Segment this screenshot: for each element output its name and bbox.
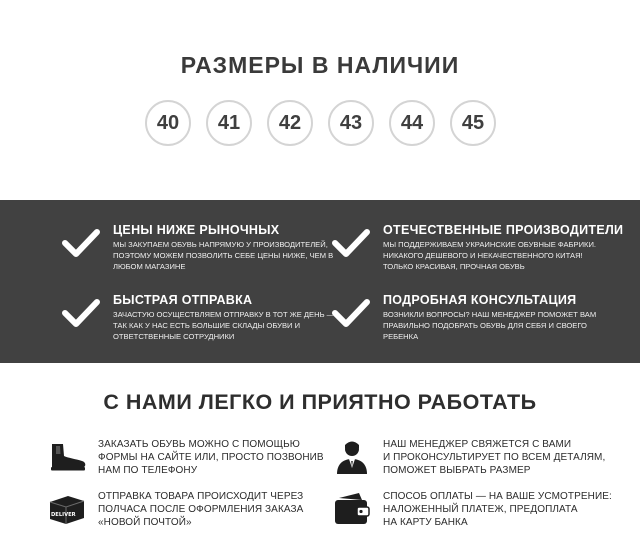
info-manager [383, 438, 613, 477]
feature-fast-shipping [113, 293, 363, 342]
feature-consultation [383, 293, 633, 342]
delivery-box-label: DELIVER [51, 512, 76, 518]
wallet-icon [331, 492, 373, 526]
size-option-42[interactable]: 42 [267, 100, 313, 146]
checkmark-icon [331, 297, 371, 329]
feature-description: МЫ ПОДДЕРЖИВАЕМ УКРАИНСКИЕ ОБУВНЫЕ ФАБРИКИ. НИКАКОГО ДЕШЕВОГО И НЕКАЧЕСТВЕННОГО КИТАЯ! ТОЛЬКО КРАСИВАЯ, ПРОЧНАЯ ОБУВЬ [383, 240, 597, 271]
info-order [98, 438, 328, 477]
checkmark-icon [331, 227, 371, 259]
feature-description: МЫ ЗАКУПАЕМ ОБУВЬ НАПРЯМУЮ У ПРОИЗВОДИТЕЛЕЙ, ПОЭТОМУ МОЖЕМ ПОЗВОЛИТЬ СЕБЕ ЦЕНЫ НИЖЕ, ЧЕМ В ЛЮБОМ МАГАЗИНЕ [113, 240, 334, 271]
feature-title: БЫСТРАЯ ОТПРАВКА [113, 293, 253, 307]
info-text: СПОСОБ ОПЛАТЫ — НА ВАШЕ УСМОТРЕНИЕ: НАЛОЖЕННЫЙ ПЛАТЕЖ, ПРЕДОПЛАТА НА КАРТУ БАНКА [383, 491, 612, 528]
info-payment [383, 490, 613, 529]
boot-icon [46, 440, 88, 474]
feature-low-prices [113, 223, 363, 272]
sizes-list [145, 100, 496, 146]
feature-description: ЗАЧАСТУЮ ОСУЩЕСТВЛЯЕМ ОТПРАВКУ В ТОТ ЖЕ ДЕНЬ — ТАК КАК У НАС ЕСТЬ БОЛЬШИЕ СКЛАДЫ ОБУВИ И ОТВЕТСТВЕННЫЕ СОТРУДНИКИ [113, 310, 335, 341]
feature-title: ЦЕНЫ НИЖЕ РЫНОЧНЫХ [113, 223, 280, 237]
delivery-box-icon [46, 492, 88, 526]
size-option-45[interactable]: 45 [450, 100, 496, 146]
size-option-43[interactable]: 43 [328, 100, 374, 146]
work-title: С НАМИ ЛЕГКО И ПРИЯТНО РАБОТАТЬ [103, 390, 537, 414]
feature-domestic-producers [383, 223, 633, 272]
feature-description: ВОЗНИКЛИ ВОПРОСЫ? НАШ МЕНЕДЖЕР ПОМОЖЕТ ВАМ ПРАВИЛЬНО ПОДОБРАТЬ ОБУВЬ ДЛЯ СЕБЯ И СВОЕГО РЕБЕНКА [383, 310, 597, 341]
info-shipping [51, 490, 328, 529]
features-band [0, 200, 640, 363]
feature-title: ОТЕЧЕСТВЕННЫЕ ПРОИЗВОДИТЕЛИ [383, 223, 624, 237]
size-option-44[interactable]: 44 [389, 100, 435, 146]
checkmark-icon [61, 227, 101, 259]
manager-icon [331, 440, 373, 474]
checkmark-icon [61, 297, 101, 329]
size-option-41[interactable]: 41 [206, 100, 252, 146]
info-text: НАШ МЕНЕДЖЕР СВЯЖЕТСЯ С ВАМИ И ПРОКОНСУЛЬТИРУЕТ ПО ВСЕМ ДЕТАЛЯМ, ПОМОЖЕТ ВЫБРАТЬ РАЗМЕР [383, 439, 606, 476]
sizes-title: РАЗМЕРЫ В НАЛИЧИИ [180, 52, 460, 78]
info-text: ОТПРАВКА ТОВАРА ПРОИСХОДИТ ЧЕРЕЗ ПОЛЧАСА ПОСЛЕ ОФОРМЛЕНИЯ ЗАКАЗА «НОВОЙ ПОЧТОЙ» [98, 491, 304, 528]
feature-title: ПОДРОБНАЯ КОНСУЛЬТАЦИЯ [383, 293, 577, 307]
size-option-40[interactable]: 40 [145, 100, 191, 146]
info-text: ЗАКАЗАТЬ ОБУВЬ МОЖНО С ПОМОЩЬЮ ФОРМЫ НА САЙТЕ ИЛИ, ПРОСТО ПОЗВОНИВ НАМ ПО ТЕЛЕФОНУ [98, 439, 324, 476]
